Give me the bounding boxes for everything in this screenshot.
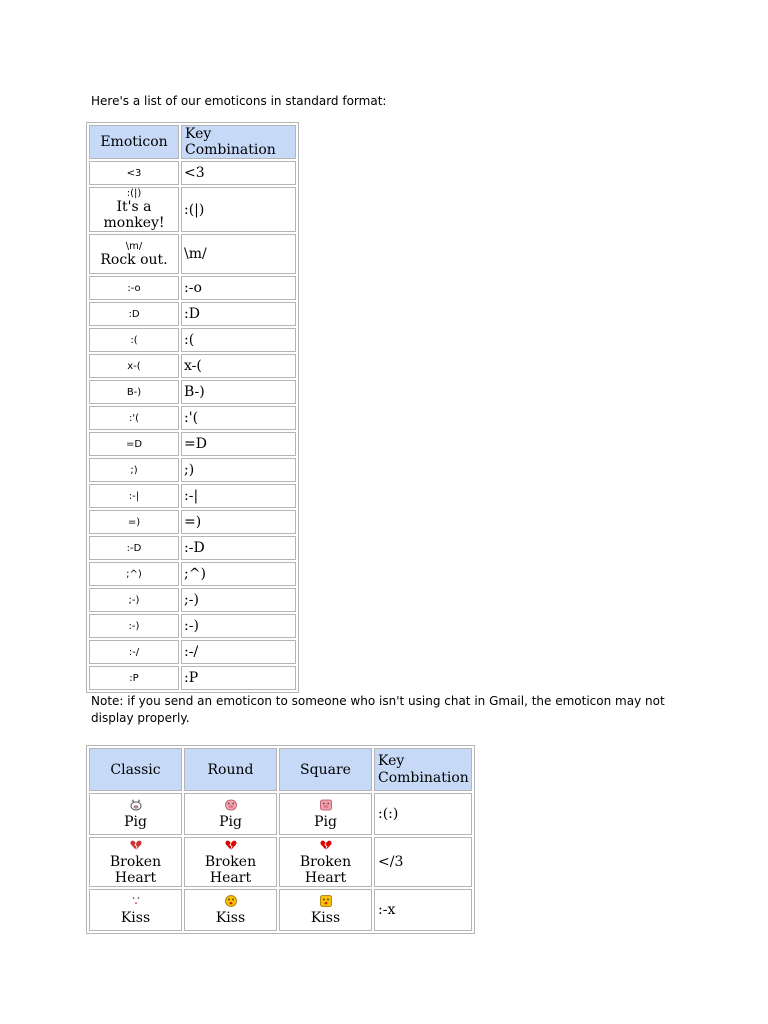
key-combination-cell: :-) <box>181 614 296 638</box>
square-cell <box>279 793 372 835</box>
round-cell <box>184 837 277 887</box>
emoticon-text: x-( <box>127 360 141 372</box>
pig-icon <box>224 798 238 812</box>
emoticon-cell <box>89 380 179 404</box>
emoticon-text: B-) <box>126 386 142 398</box>
table-row <box>89 432 296 456</box>
emoticon-text: :-o <box>127 282 141 294</box>
emoticon-cell <box>89 328 179 352</box>
key-combination-cell: =) <box>181 510 296 534</box>
table-row <box>89 562 296 586</box>
broken-heart-icon <box>319 838 333 852</box>
emoticon-cell <box>89 458 179 482</box>
emoticon-cell <box>89 536 179 560</box>
square-cell <box>279 889 372 931</box>
table-row <box>89 666 296 690</box>
emoticon-text: :-) <box>128 620 140 632</box>
emoticon-text: ;) <box>130 464 138 476</box>
emoticon-text: :D <box>128 308 140 320</box>
key-combination-cell: :'( <box>181 406 296 430</box>
kiss-icon <box>319 894 333 908</box>
table-row <box>89 276 296 300</box>
key-combination-cell: :-x <box>374 889 472 931</box>
key-combination-cell: :-o <box>181 276 296 300</box>
classic-cell <box>89 793 182 835</box>
key-combination-cell: :D <box>181 302 296 326</box>
classic-cell <box>89 889 182 931</box>
emoticon-text: <3 <box>126 167 142 179</box>
pig-icon <box>129 798 143 812</box>
emoticon-cell <box>89 161 179 185</box>
emoticon-cell <box>89 484 179 508</box>
emoticon-cell <box>89 432 179 456</box>
emoticon-text: :'( <box>128 412 140 424</box>
emoticon-text: :-/ <box>128 646 140 658</box>
classic-cell <box>89 837 182 887</box>
emoticon-cell <box>89 302 179 326</box>
emoticon-cell <box>89 614 179 638</box>
emoticon-cell <box>89 354 179 378</box>
kiss-icon <box>224 894 238 908</box>
table-row <box>89 640 296 664</box>
emoticon-text: :( <box>130 334 138 346</box>
emoticon-label: Kiss <box>120 910 151 926</box>
header-round: Round <box>184 748 277 791</box>
kiss-icon <box>129 894 143 908</box>
table-row <box>89 328 296 352</box>
table-row <box>89 187 296 232</box>
emoticon-text: :-| <box>128 490 140 502</box>
key-combination-cell: ;^) <box>181 562 296 586</box>
emoticon-cell <box>89 234 179 274</box>
emoticon-text: ;-) <box>128 594 140 606</box>
key-combination-cell: <3 <box>181 161 296 185</box>
key-combination-cell: :(:) <box>374 793 472 835</box>
key-combination-cell: :-| <box>181 484 296 508</box>
emoticon-label: Kiss <box>215 910 246 926</box>
emoticon-text: :-D <box>126 542 142 554</box>
key-combination-cell: =D <box>181 432 296 456</box>
table-row <box>89 302 296 326</box>
pig-icon <box>319 798 333 812</box>
table-row <box>89 793 472 835</box>
emoticon-text: ;^) <box>126 568 142 580</box>
header-square: Square <box>279 748 372 791</box>
table-row <box>89 484 296 508</box>
table-row <box>89 614 296 638</box>
emoticon-text: :(|) <box>126 188 142 199</box>
key-combination-cell: ;-) <box>181 588 296 612</box>
header-emoticon: Emoticon <box>89 125 179 159</box>
table-row <box>89 406 296 430</box>
note-text: Note: if you send an emoticon to someone who isn't using chat in Gmail, the emoticon may not display properly. <box>91 694 665 725</box>
emoticon-text: :P <box>129 672 139 684</box>
key-combination-cell: x-( <box>181 354 296 378</box>
emoticon-caption: Rock out. <box>100 251 168 268</box>
table-row <box>89 354 296 378</box>
emoticon-cell <box>89 562 179 586</box>
table-row <box>89 234 296 274</box>
emoticon-label: Pig <box>124 814 147 830</box>
emoticon-text: =) <box>127 516 141 528</box>
key-combination-cell: :-/ <box>181 640 296 664</box>
table-row <box>89 161 296 185</box>
emoticon-cell <box>89 666 179 690</box>
emoticon-label: Pig <box>219 814 242 830</box>
emoticon-label: Pig <box>314 814 337 830</box>
table-row <box>89 380 296 404</box>
emoticon-cell <box>89 510 179 534</box>
emoticon-text: =D <box>125 438 143 450</box>
emoticon-caption: It's a monkey! <box>103 199 165 231</box>
emoticon-cell <box>89 588 179 612</box>
header-key-combination: Key Combination <box>181 125 296 159</box>
emoticon-cell <box>89 640 179 664</box>
emoticon-label: Kiss <box>310 910 341 926</box>
broken-heart-icon <box>224 838 238 852</box>
key-combination-cell: :(|) <box>181 187 296 232</box>
key-combination-cell: \m/ <box>181 234 296 274</box>
key-combination-cell: B-) <box>181 380 296 404</box>
emoticon-cell <box>89 187 179 232</box>
emoticon-table <box>86 122 299 693</box>
table-row <box>89 510 296 534</box>
table-row <box>89 458 296 482</box>
round-cell <box>184 793 277 835</box>
square-cell <box>279 837 372 887</box>
key-combination-cell: :P <box>181 666 296 690</box>
table-row <box>89 536 296 560</box>
table-row <box>89 889 472 931</box>
emoticon-label: Broken Heart <box>299 854 352 886</box>
key-combination-cell: :-D <box>181 536 296 560</box>
key-combination-cell: :( <box>181 328 296 352</box>
header-key-combination-2: Key Combination <box>374 748 472 791</box>
round-cell <box>184 889 277 931</box>
key-combination-cell: ;) <box>181 458 296 482</box>
intro-text: Here's a list of our emoticons in standard format: <box>91 94 387 108</box>
table-row <box>89 837 472 887</box>
emoticon-label: Broken Heart <box>109 854 162 886</box>
emoticon-cell <box>89 406 179 430</box>
table-row <box>89 588 296 612</box>
header-classic: Classic <box>89 748 182 791</box>
broken-heart-icon <box>129 838 143 852</box>
emoticon-label: Broken Heart <box>204 854 257 886</box>
emoticon-text: \m/ <box>125 240 143 252</box>
emoticon-style-table <box>86 745 475 934</box>
emoticon-cell <box>89 276 179 300</box>
key-combination-cell: </3 <box>374 837 472 887</box>
